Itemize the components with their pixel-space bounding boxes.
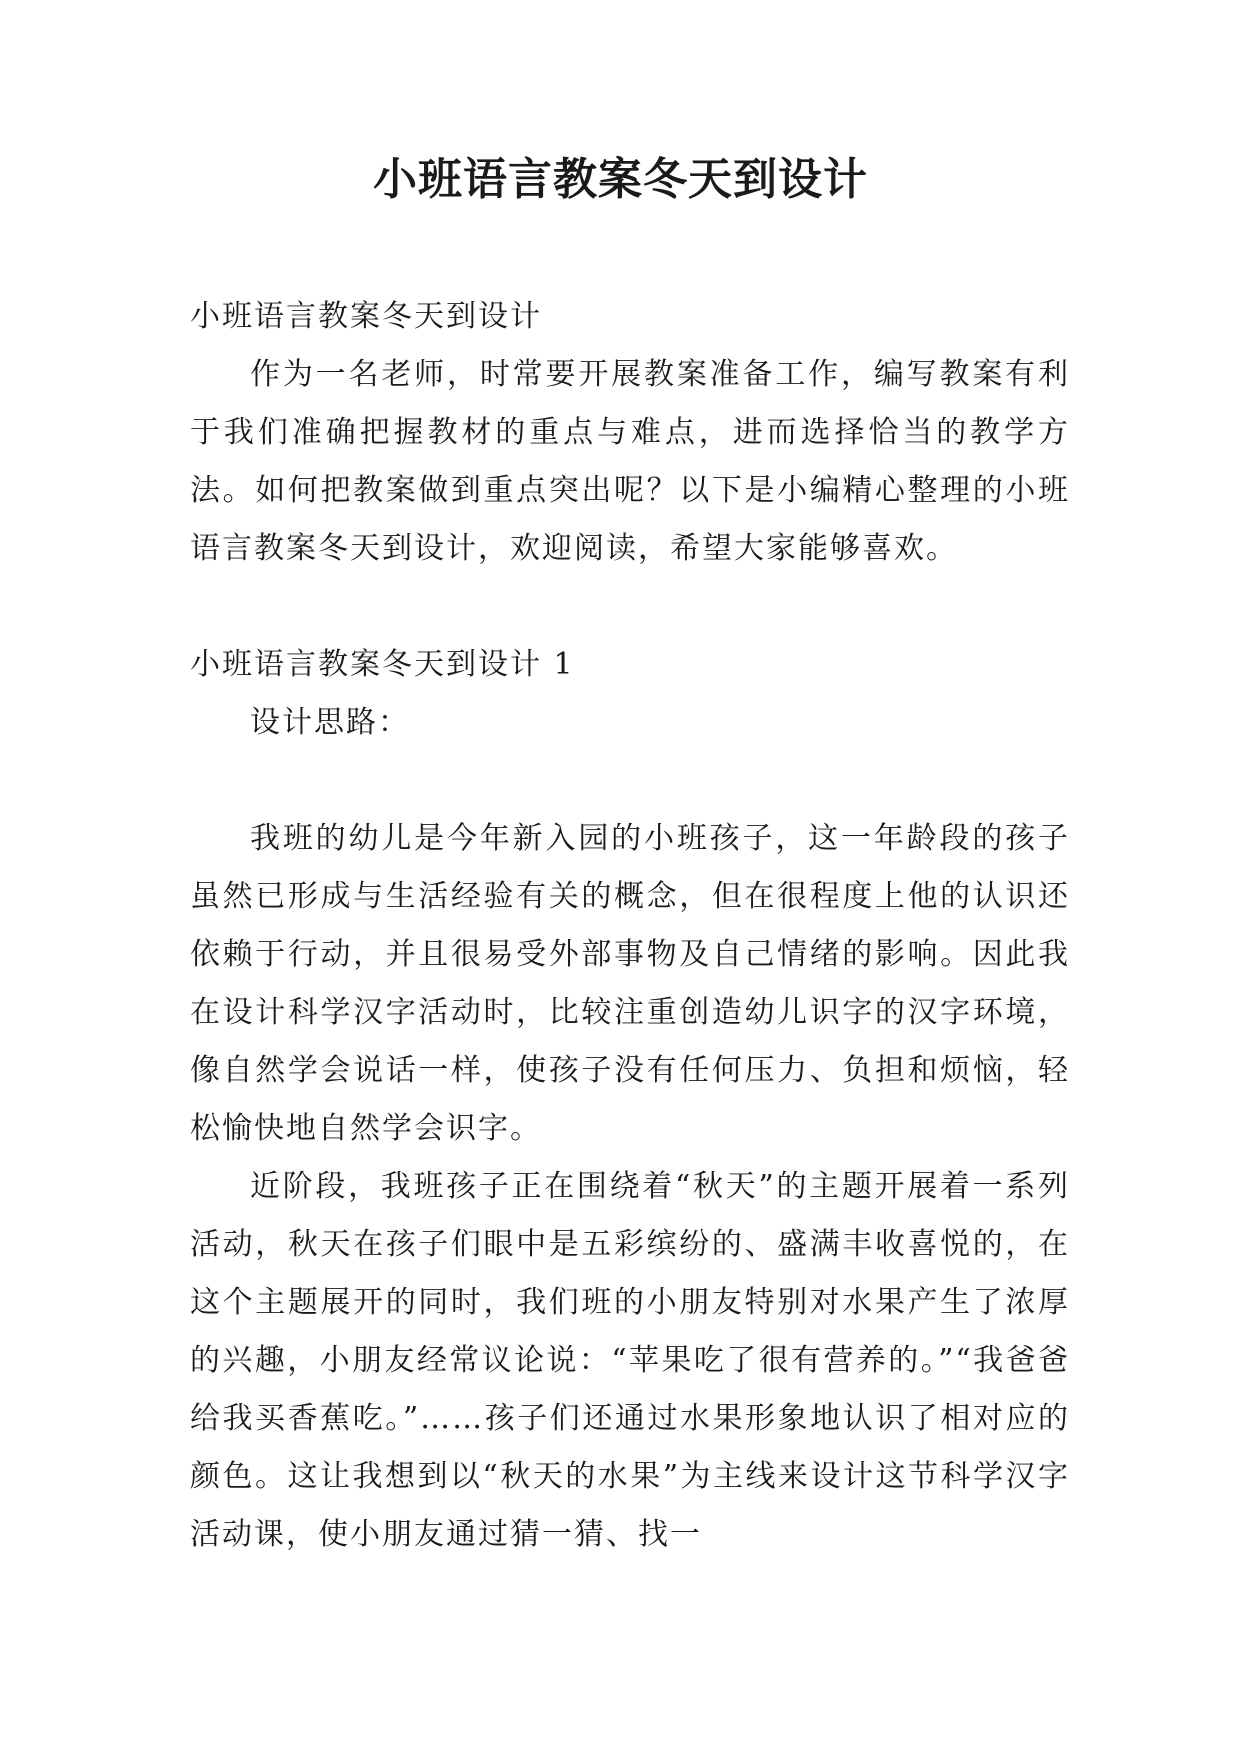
section-heading: 小班语言教案冬天到设计 1 (190, 647, 575, 682)
intro-paragraph: 作为一名老师，时常要开展教案准备工作，编写教案有利于我们准确把握教材的重点与难点，进而选择恰当的教学方法。如何把教案做到重点突出呢？以下是小编精心整理的小班语言教案冬天到设计，欢迎阅读，希望大家能够喜欢。 (190, 357, 1070, 566)
subtitle-paragraph: 小班语言教案冬天到设计 (190, 299, 542, 334)
design-idea-label: 设计思路： (250, 705, 410, 740)
body-paragraph: 我班的幼儿是今年新入园的小班孩子，这一年龄段的孩子虽然已形成与生活经验有关的概念，但在很程度上他的认识还依赖于行动，并且很易受外部事物及自己情绪的影响。因此我在设计科学汉字活动时，比较注重创造幼儿识字的汉字环境，像自然学会说话一样，使孩子没有任何压力、负担和烦恼，轻松愉快地自然学会识字。 (190, 821, 1070, 1146)
paragraph-gap (190, 578, 1070, 636)
document-title: 小班语言教案冬天到设计 (373, 154, 868, 205)
body-paragraph: 近阶段，我班孩子正在围绕着“秋天”的主题开展着一系列活动，秋天在孩子们眼中是五彩缤纷的、盛满丰收喜悦的，在这个主题展开的同时，我们班的小朋友特别对水果产生了浓厚的兴趣，小朋友经常议论说：“苹果吃了很有营养的。”“我爸爸给我买香蕉吃。”……孩子们还通过水果形象地认识了相对应的颜色。这让我想到以“秋天的水果”为主线来设计这节科学汉字活动课，使小朋友通过猜一猜、找一 (190, 1169, 1070, 1552)
document-body (190, 288, 1070, 1564)
paragraph-gap (190, 752, 1070, 810)
